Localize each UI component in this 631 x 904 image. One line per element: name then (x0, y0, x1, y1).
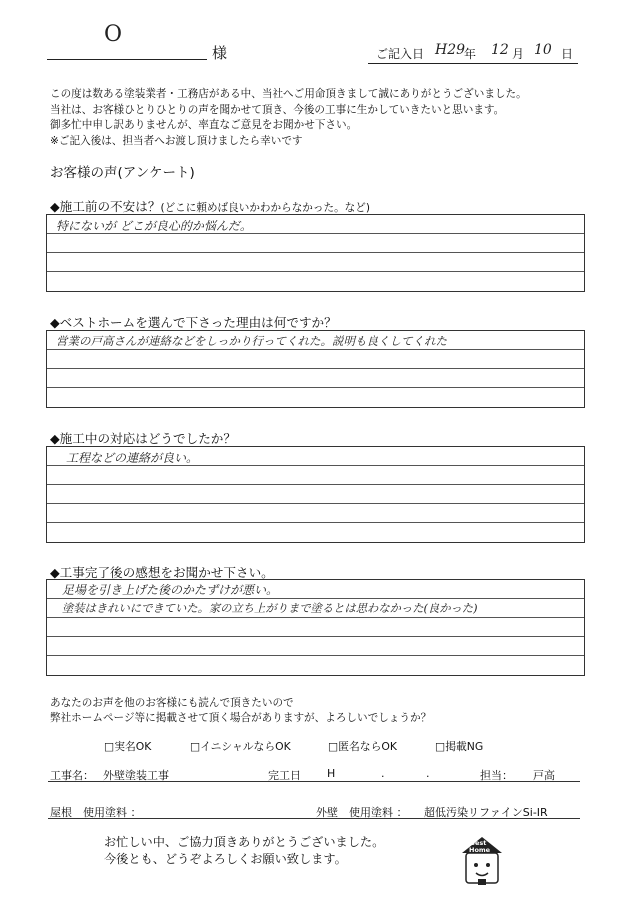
date-year: H29 (435, 42, 466, 58)
intro-line: この度は数ある塗装業者・工務店がある中、当社へご用命頂きまして誠にありがとうございました。 (50, 88, 527, 100)
consent-text (50, 696, 431, 726)
date-underline (368, 62, 578, 64)
intro-line: 当社は、お客様ひとりひとりの声を聞かせて頂き、今後の工事に生かしていきたいと思います。 (50, 103, 505, 116)
closing-text (104, 834, 384, 868)
intro-text (50, 87, 590, 149)
logo-text-best: Best (470, 839, 487, 847)
date-label: ご記入日 (376, 47, 425, 61)
best-home-logo (460, 835, 504, 887)
wall-label: 外壁 (316, 806, 338, 819)
staff-label: 担当： (480, 769, 513, 782)
survey-title: お客様の声(アンケート) (50, 165, 195, 181)
answer-4-line-2: 塗装はきれいにできていた。家の立ち上がりまで塗るとは思わなかった(良かった) (62, 602, 478, 615)
completion-dot: . (426, 767, 430, 780)
question-1 (50, 196, 370, 215)
answer-2-line-1: 営業の戸高さんが連絡などをしっかり行ってくれた。説明も良くしてくれた (56, 334, 447, 348)
option-real-name[interactable]: □実名OK (104, 740, 152, 753)
question-3: ◆施工中の対応はどうでしたか？ (50, 431, 236, 446)
staff-value: 戸高 (533, 769, 555, 782)
intro-line: ※ご記入後は、担当者へお渡し頂けましたら幸いです (50, 134, 303, 147)
date-day: 10 (534, 42, 552, 58)
closing-line: 今後とも、どうぞよろしくお願い致します。 (104, 852, 347, 866)
honorific: 様 (212, 44, 228, 62)
completion-value: H (327, 767, 336, 780)
option-anonymous[interactable]: □匿名ならOK (328, 740, 397, 753)
roof-label: 屋根 (50, 806, 72, 819)
work-name-label: 工事名： (50, 769, 94, 782)
option-initials[interactable]: □イニシャルならOK (190, 740, 291, 753)
question-sub: (どこに頼めば良いかわからなかった。など) (160, 202, 370, 214)
question-label: ◆施工前の不安は？ (50, 199, 161, 214)
consent-line: 弊社ホームページ等に掲載させて頂く場合がありますが、よろしいでしょうか？ (50, 712, 432, 724)
customer-name: O (104, 22, 123, 47)
logo-text-home: Home (469, 846, 491, 854)
wall-paint-label: 使用塗料 ： (349, 806, 408, 819)
consent-line: あなたのお声を他のお客様にも読んで頂きたいので (50, 697, 294, 709)
closing-line: お忙しい中、ご協力頂きありがとうございました。 (104, 835, 385, 849)
question-2: ◆ベストホームを選んで下さった理由は何ですか？ (50, 315, 337, 330)
intro-line: 御多忙中申し訳ありませんが、率直なご意見をお聞かせ下さい。 (50, 119, 358, 131)
completion-dot: . (381, 767, 385, 780)
roof-paint-label: 使用塗料 ： (83, 806, 142, 819)
date-month: 12 (491, 42, 509, 58)
year-unit: 年 (464, 47, 477, 61)
answer-3-line-1: 工程などの連絡が良い。 (66, 451, 199, 465)
answer-4-line-1: 足場を引き上げた後のかたずけが悪い。 (62, 583, 279, 597)
question-4: ◆工事完了後の感想をお聞かせ下さい。 (50, 565, 274, 580)
option-no-publish[interactable]: □掲載NG (435, 740, 484, 753)
work-name-value: 外壁塗装工事 (103, 769, 169, 782)
month-unit: 月 (512, 47, 525, 61)
answer-1-line-1: 特にないが どこが良心的か悩んだ。 (56, 219, 252, 233)
completion-label: 完工日 (268, 769, 301, 782)
paint-underline (48, 818, 580, 819)
wall-paint-value: 超低汚染リファインSi-IR (424, 806, 548, 819)
name-underline (47, 58, 207, 60)
work-underline (48, 781, 580, 782)
day-unit: 日 (561, 47, 574, 61)
